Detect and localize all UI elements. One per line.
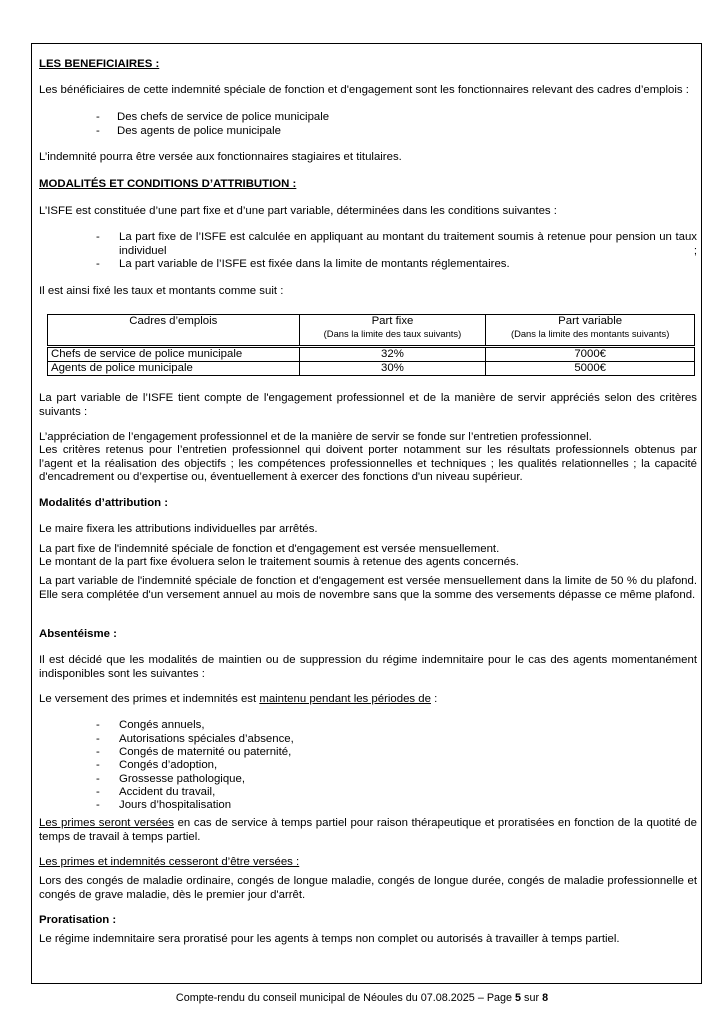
absenteisme-p4: Les primes et indemnités cesseront d’être versées : <box>39 856 300 868</box>
table-header-row <box>48 315 695 347</box>
beneficiaires-note: L’indemnité pourra être versée aux fonctionnaires stagiaires et titulaires. <box>39 151 402 163</box>
absenteisme-p5: Lors des congés de maladie ordinaire, congés de longue maladie, congés de longue durée, congés de maladie professionnelle et congés de grave maladie, dès le premier jour d'arrêt. <box>39 875 697 901</box>
cell-part-fixe: 30% <box>299 362 486 376</box>
rates-intro: Il est ainsi fixé les taux et montants comme suit : <box>39 285 284 297</box>
cell-part-fixe: 32% <box>299 347 486 362</box>
absenteisme-p1: Il est décidé que les modalités de maintien ou de suppression du régime indemnitaire pour le cas des agents momentanément indisponibles sont les suivantes : <box>39 654 697 680</box>
attribution-p2: La part fixe de l'indemnité spéciale de fonction et d'engagement est versée mensuellement. <box>39 543 500 555</box>
rates-table <box>47 314 695 376</box>
cell-cadre: Chefs de service de police municipale <box>48 347 300 362</box>
attribution-p3: Le montant de la part fixe évoluera selon le traitement soumis à retenue des agents concernés. <box>39 556 519 568</box>
heading-beneficiaires: LES BENEFICIAIRES : <box>39 58 160 70</box>
cell-cadre: Agents de police municipale <box>48 362 300 376</box>
heading-proratisation: Proratisation : <box>39 914 117 926</box>
modalites-intro: L’ISFE est constituée d’une part fixe et d’une part variable, déterminées dans les conditions suivantes : <box>39 205 557 217</box>
page-footer: Compte-rendu du conseil municipal de Néoules du 07.08.2025 – Page 5 sur 8 <box>175 992 549 1004</box>
table-row <box>48 347 695 362</box>
criteres-p1: La part variable de l’ISFE tient compte de l'engagement professionnel et de la manière de servir appréciés selon des critères suivants : <box>39 392 697 418</box>
col-header-part-variable: Part variable (Dans la limite des montants suivants) <box>486 315 695 347</box>
beneficiaires-intro: Les bénéficiaires de cette indemnité spéciale de fonction et d'engagement sont les fonctionnaires relevant des cadres d’emplois : <box>39 84 689 96</box>
attribution-p1: Le maire fixera les attributions individuelles par arrêtés. <box>39 523 318 535</box>
proratisation-p1: Le régime indemnitaire sera proratisé pour les agents à temps non complet ou autorisés à travailler à temps partiel. <box>39 933 620 945</box>
attribution-p4: La part variable de l'indemnité spéciale de fonction et d'engagement est versée mensuellement dans la limite de 50 % du plafond. Elle sera complétée d'un versement annuel au mois de novembre sans que la somme des versements dépasse ce même plafond. <box>39 575 697 601</box>
cell-part-variable: 7000€ <box>486 347 695 362</box>
cell-part-variable: 5000€ <box>486 362 695 376</box>
col-header-part-fixe: Part fixe (Dans la limite des taux suivants) <box>299 315 486 347</box>
absenteisme-p2: Le versement des primes et indemnités est maintenu pendant les périodes de : <box>39 693 438 705</box>
heading-attribution: Modalités d’attribution : <box>39 497 169 509</box>
heading-modalites: MODALITÉS ET CONDITIONS D’ATTRIBUTION : <box>39 178 297 190</box>
criteres-p2b: Les critères retenus pour l’entretien professionnel qui doivent porter notamment sur les résultats professionnels obtenus par l’agent et la réalisation des objectifs ; les compétences professionnelles et techniques ; les qualités relationnelles ; la capacité d'encadrement ou d’expertise ou, éventuellement à exercer des fonctions d'un niveau supérieur. <box>39 444 697 484</box>
heading-absenteisme: Absentéisme : <box>39 628 117 640</box>
absenteisme-p3: Les primes seront versées en cas de service à temps partiel pour raison thérapeutique et proratisées en fonction de la quotité de temps de travail à temps partiel. <box>39 817 697 843</box>
table-row <box>48 362 695 376</box>
criteres-p2a: L’appréciation de l’engagement professionnel et de la manière de servir se fonde sur l’entretien professionnel. <box>39 431 592 443</box>
col-header-cadres: Cadres d’emplois <box>48 315 300 347</box>
